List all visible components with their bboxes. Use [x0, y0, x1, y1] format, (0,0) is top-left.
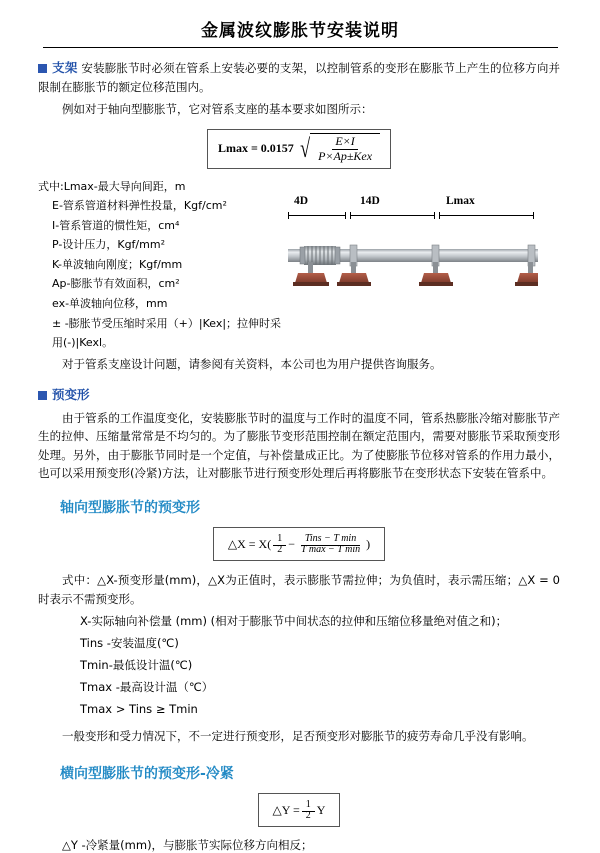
formula-axial-half-num: 1 [273, 533, 286, 546]
figure-dimension-labels [288, 195, 560, 211]
list-item: Tmax > Tins ≥ Tmin [80, 701, 198, 716]
section2-para1: 由于管系的工作温度变化，安装膨胀节时的温度与工作时的温度不同，管系热膨胀冷缩对膨胀节产生的拉伸、压缩量常常是不均匀的。为了膨胀节变形范围控制在额定范围内，需要对膨胀节采取预变形处理。另外，由于膨胀节同时是一个定值，与补偿量成正比。为了使膨胀节位移对管系的作用力最小，也可以采用预变形(冷紧)方法，让对膨胀节进行预变形处理后再将膨胀节在变形状态下安装在管系中。 [38, 410, 560, 481]
section-heading-predeform [38, 385, 560, 405]
formula-lateral-coldset [38, 793, 560, 827]
section3-variable-list [80, 611, 560, 720]
blue-square-bullet-icon [38, 391, 47, 400]
formula-lmax-sqrt [298, 134, 380, 164]
legend-item: K-单波轴向刚度；Kgf/mm [52, 257, 183, 271]
formula-axial-temp-den: T max − T min [300, 544, 361, 556]
formula-lmax [38, 129, 560, 169]
pipe-illustration [288, 223, 560, 295]
list-item: X-实际轴向补偿量 (mm) (相对于膨胀节中间状态的拉伸和压缩位移量绝对值之和)； [80, 614, 508, 629]
formula-lateral-box [258, 793, 341, 827]
formula-lmax-denominator: P×Ap±Kex [318, 148, 373, 163]
list-item: Tmin-最低设计温(℃) [80, 658, 193, 673]
section3-heading: 轴向型膨胀节的预变形 [60, 500, 200, 517]
formula-axial-half-den: 2 [277, 544, 283, 556]
legend-item: ± -膨胀节受压缩时采用（+）|Kex|；拉伸时采用(-)|Kexl。 [52, 316, 282, 350]
section3-note: 一般变形和受力情况下，不一定进行预变形，足否预变形对膨胀节的疲劳寿命几乎没有影响。 [62, 728, 534, 743]
formula-axial-half [273, 533, 286, 555]
dim-line-14d [350, 215, 435, 216]
radical-icon: √ [299, 133, 310, 163]
pipe-support-diagram [288, 177, 560, 353]
figure-label-4d: 4D [294, 194, 309, 207]
list-item: Tins -安装温度(℃) [80, 636, 179, 651]
formula-axial-temp-fraction [297, 533, 364, 555]
legend-item: ex-单波轴向位移，mm [52, 296, 168, 310]
section3-desc: 式中：△X-预变形量(mm)，△X为正值时，表示膨胀节需拉伸；为负值时，表示需压缩；△X = 0时表示不需预变形。 [38, 573, 560, 606]
document-content [0, 58, 600, 853]
legend-item: I-管系管道的惯性矩，cm⁴ [52, 218, 180, 232]
document-page [0, 16, 600, 853]
formula-lmax-box [207, 129, 391, 169]
formula-axial-predeform [38, 527, 560, 561]
list-item: Tmax -最高设计温（℃） [80, 679, 214, 694]
pipe-svg [288, 223, 538, 295]
formula-axial-box [213, 527, 385, 561]
formula-lateral-half-den: 2 [305, 810, 311, 822]
legend-item: Ap-膨胀节有效面积，cm² [52, 277, 180, 291]
title-divider [43, 47, 558, 48]
formula-lateral-lhs: △Y = [272, 802, 300, 817]
formula-lateral-half-num: 1 [302, 799, 315, 812]
section4-heading: 横向型膨胀节的预变形-冷紧 [60, 766, 234, 783]
legend-and-figure [38, 177, 560, 353]
dim-line-4d [288, 215, 346, 216]
formula-axial-rhs: ) [366, 536, 371, 551]
section-heading-support [38, 58, 560, 97]
formula-axial-temp-num: Tins − T min [301, 533, 360, 546]
formula-axial-lhs: △X = X( [227, 536, 272, 551]
legend-item: P-设计压力，Kgf/mm² [52, 238, 165, 252]
section1-heading-label: 支架 [52, 60, 78, 75]
formula-lmax-label: Lmax = 0.0157 [217, 141, 294, 155]
legend-item: 式中:Lmax-最大导向间距，m [38, 179, 186, 193]
legend-item: E-管系管道材料弹性投量，Kgf/cm² [52, 199, 227, 213]
formula-lmax-fraction [310, 133, 380, 164]
section1-para2: 例如对于轴向型膨胀节，它对管系支座的基本要求如图所示： [62, 101, 373, 116]
formula-lmax-numerator: E×I [332, 134, 357, 150]
figure-label-14d: 14D [360, 194, 380, 207]
figure-dimension-lines [288, 211, 560, 221]
dim-line-lmax [439, 215, 534, 216]
section1-para1: 安装膨胀节时必须在管系上安装必要的支架，以控制管系的变形在膨胀节上产生的位移方向并限制在膨胀节的额定位移范围内。 [38, 61, 561, 95]
formula-lateral-half [302, 799, 315, 821]
formula-lateral-rhs: Y [316, 802, 326, 817]
blue-square-bullet-icon [38, 64, 47, 73]
page-title: 金属波纹膨胀节安装说明 [201, 21, 399, 41]
section2-heading-label: 预变形 [52, 387, 90, 403]
section4-desc: △Y -冷紧量(mm)，与膨胀节实际位移方向相反； [62, 838, 313, 853]
figure-label-lmax: Lmax [446, 194, 475, 207]
formula-legend [38, 177, 288, 353]
formula-axial-minus: − [288, 536, 295, 551]
section1-closing: 对于管系支座设计问题，请参阅有关资料，本公司也为用户提供咨询服务。 [62, 356, 442, 371]
